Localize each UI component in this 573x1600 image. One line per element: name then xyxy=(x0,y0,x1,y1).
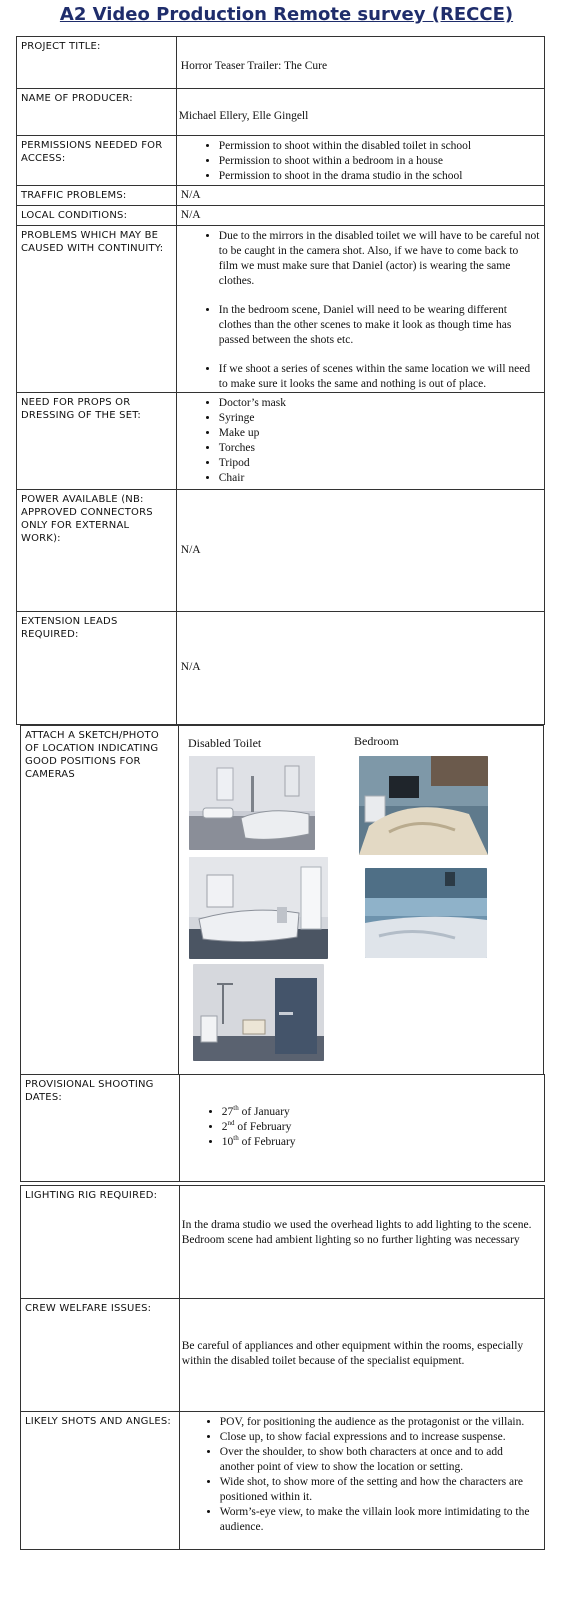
lighting-label: LIGHTING RIG REQUIRED: xyxy=(21,1186,180,1299)
toilet-photo-1 xyxy=(189,756,315,850)
list-item: • Torches xyxy=(219,441,540,456)
list-item: • POV, for positioning the audience as the protagonist or the villain. xyxy=(220,1415,540,1430)
producer-value: Michael Ellery, Elle Gingell xyxy=(178,109,309,122)
local-conditions-label: LOCAL CONDITIONS: xyxy=(17,206,177,226)
list-item: • Worm’s-eye view, to make the villain look more intimidating to the audience. xyxy=(220,1505,540,1535)
continuity-label: PROBLEMS WHICH MAY BE CAUSED WITH CONTINUITY: xyxy=(17,226,177,393)
list-item: • Syringe xyxy=(219,411,540,426)
toilet-photo-3 xyxy=(193,964,324,1061)
document-title: A2 Video Production Remote survey (RECCE) xyxy=(59,4,514,25)
project-title-value: Horror Teaser Trailer: The Cure xyxy=(180,60,328,72)
list-item: • In the bedroom scene, Daniel will need to be wearing different clothes than the other scenes to make it look as though time has passed between the shots etc. xyxy=(219,303,540,348)
continuity-list xyxy=(181,229,540,392)
caption-bedroom: Bedroom xyxy=(354,734,399,748)
list-item: • Tripod xyxy=(219,456,540,471)
list-item: • Chair xyxy=(219,471,540,486)
recce-table-bottom xyxy=(20,1074,545,1550)
list-item: • Permission to shoot within a bedroom in a house xyxy=(219,154,540,169)
list-item: • 2nd of February xyxy=(222,1120,540,1135)
project-title-label: PROJECT TITLE: xyxy=(17,37,177,89)
list-item: • 10th of February xyxy=(222,1135,540,1150)
traffic-value: N/A xyxy=(176,186,544,206)
props-label: NEED FOR PROPS OR DRESSING OF THE SET: xyxy=(17,393,177,490)
props-list xyxy=(181,396,540,486)
shooting-dates-label: PROVISIONAL SHOOTING DATES: xyxy=(21,1075,180,1182)
lighting-value: In the drama studio we used the overhead lights to add lighting to the scene. Bedroom scene had ambient lighting so no further lighting was necessary xyxy=(179,1186,544,1299)
list-item: • Close up, to show facial expressions and to increase suspense. xyxy=(220,1430,540,1445)
list-item: • Wide shot, to show more of the setting and how the characters are positioned within it. xyxy=(220,1475,540,1505)
permissions-list xyxy=(181,139,540,184)
bedroom-photo-1 xyxy=(359,756,488,855)
traffic-label: TRAFFIC PROBLEMS: xyxy=(17,186,177,206)
list-item: • 27th of January xyxy=(222,1105,540,1120)
recce-table-top xyxy=(16,36,545,725)
list-item: • Permission to shoot within the disabled toilet in school xyxy=(219,139,540,154)
crew-welfare-value: Be careful of appliances and other equipment within the rooms, especially within the disabled toilet because of the specialist equipment. xyxy=(179,1299,544,1412)
power-label: POWER AVAILABLE (NB: APPROVED CONNECTORS ONLY FOR EXTERNAL WORK): xyxy=(17,490,177,612)
shooting-dates-list xyxy=(184,1105,540,1150)
list-item: • If we shoot a series of scenes within the same location we will need to make sure it looks the same and nothing is out of place. xyxy=(219,362,540,392)
list-item: • Over the shoulder, to show both characters at once and to add another point of view to show the location or setting. xyxy=(220,1445,540,1475)
toilet-photo-2 xyxy=(189,857,328,959)
crew-welfare-label: CREW WELFARE ISSUES: xyxy=(21,1299,180,1412)
sketch-label: ATTACH A SKETCH/PHOTO OF LOCATION INDICATING GOOD POSITIONS FOR CAMERAS xyxy=(21,726,179,1075)
list-item: • Due to the mirrors in the disabled toilet we will have to be careful not to be caught in the camera shot. Also, if we have to come back to film we must make sure that Daniel (actor) is wearing the same clothes. xyxy=(219,229,540,289)
list-item: • Make up xyxy=(219,426,540,441)
local-conditions-value: N/A xyxy=(176,206,544,226)
permissions-label: PERMISSIONS NEEDED FOR ACCESS: xyxy=(17,136,177,186)
producer-label: NAME OF PRODUCER: xyxy=(17,89,177,136)
list-item: • Permission to shoot in the drama studio in the school xyxy=(219,169,540,184)
shots-list xyxy=(184,1415,540,1535)
power-value: N/A xyxy=(180,543,201,556)
shots-label: LIKELY SHOTS AND ANGLES: xyxy=(21,1412,180,1550)
bedroom-photo-2 xyxy=(365,868,487,958)
extension-label: EXTENSION LEADS REQUIRED: xyxy=(17,612,177,725)
extension-value: N/A xyxy=(180,661,201,673)
caption-disabled-toilet: Disabled Toilet xyxy=(188,736,262,750)
list-item: • Doctor’s mask xyxy=(219,396,540,411)
